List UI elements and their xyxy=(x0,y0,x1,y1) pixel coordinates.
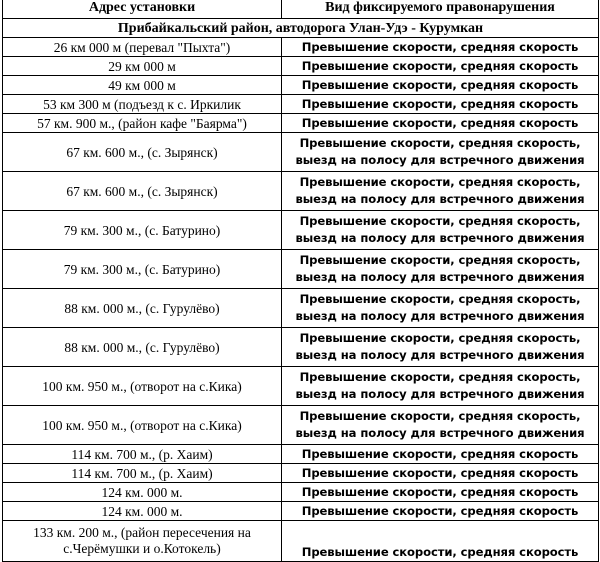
table-row xyxy=(3,502,599,521)
section-title: Прибайкальский район, автодорога Улан-Удэ - Курумкан xyxy=(3,19,599,38)
row-violation: Превышение скорости, средняя скорость xyxy=(282,95,599,114)
camera-locations-table xyxy=(2,0,599,562)
row-address: 29 км 000 м xyxy=(3,57,282,76)
row-violation-line1: Превышение скорости, средняя скорость, xyxy=(299,253,581,267)
row-violation-line2: выезд на полосу для встречного движения xyxy=(295,153,585,167)
table-row xyxy=(3,133,599,172)
table-row xyxy=(3,76,599,95)
row-violation: Превышение скорости, средняя скорость xyxy=(282,445,599,464)
table-row xyxy=(3,57,599,76)
row-address: 67 км. 600 м., (с. Зырянск) xyxy=(3,172,282,211)
row-violation xyxy=(282,172,599,211)
row-address: 100 км. 950 м., (отворот на с.Кика) xyxy=(3,367,282,406)
row-address: 67 км. 600 м., (с. Зырянск) xyxy=(3,133,282,172)
row-address: 49 км 000 м xyxy=(3,76,282,95)
table-row xyxy=(3,250,599,289)
row-violation-line1: Превышение скорости, средняя скорость, xyxy=(299,292,581,306)
table-row xyxy=(3,445,599,464)
header-address: Адрес установки xyxy=(3,0,282,19)
row-violation: Превышение скорости, средняя скорость xyxy=(282,76,599,95)
row-violation: Превышение скорости, средняя скорость xyxy=(282,502,599,521)
row-violation: Превышение скорости, средняя скорость xyxy=(282,483,599,502)
table-row xyxy=(3,367,599,406)
row-address: 114 км. 700 м., (р. Хаим) xyxy=(3,445,282,464)
row-violation: Превышение скорости, средняя скорость xyxy=(282,521,599,562)
row-violation: Превышение скорости, средняя скорость xyxy=(282,57,599,76)
table-row xyxy=(3,289,599,328)
row-violation-line1: Превышение скорости, средняя скорость, xyxy=(299,370,581,384)
row-address: 100 км. 950 м., (отворот на с.Кика) xyxy=(3,406,282,445)
row-violation xyxy=(282,367,599,406)
row-address: 88 км. 000 м., (с. Гурулёво) xyxy=(3,289,282,328)
row-address xyxy=(3,521,282,562)
row-address: 124 км. 000 м. xyxy=(3,483,282,502)
row-violation xyxy=(282,289,599,328)
row-violation-line2: выезд на полосу для встречного движения xyxy=(295,426,585,440)
row-address: 79 км. 300 м., (с. Батурино) xyxy=(3,211,282,250)
table-row xyxy=(3,328,599,367)
table-row xyxy=(3,406,599,445)
row-violation-line1: Превышение скорости, средняя скорость, xyxy=(299,136,581,150)
row-address: 26 км 000 м (перевал "Пыхта") xyxy=(3,38,282,57)
section-row xyxy=(3,19,599,38)
row-violation: Превышение скорости, средняя скорость xyxy=(282,114,599,133)
row-violation-line2: выезд на полосу для встречного движения xyxy=(295,348,585,362)
table-row xyxy=(3,521,599,562)
row-address: 114 км. 700 м., (р. Хаим) xyxy=(3,464,282,483)
row-violation-line1: Превышение скорости, средняя скорость, xyxy=(299,214,581,228)
table-row xyxy=(3,464,599,483)
row-violation-line1: Превышение скорости, средняя скорость, xyxy=(299,175,581,189)
table-row xyxy=(3,95,599,114)
row-violation-line2: выезд на полосу для встречного движения xyxy=(295,231,585,245)
row-violation-line1: Превышение скорости, средняя скорость, xyxy=(299,409,581,423)
table-header-row xyxy=(3,0,599,19)
row-address: 88 км. 000 м., (с. Гурулёво) xyxy=(3,328,282,367)
row-address: 57 км. 900 м., (район кафе "Баярма") xyxy=(3,114,282,133)
row-violation xyxy=(282,133,599,172)
row-violation: Превышение скорости, средняя скорость xyxy=(282,38,599,57)
row-violation-line1: Превышение скорости, средняя скорость, xyxy=(299,331,581,345)
row-violation-line2: выезд на полосу для встречного движения xyxy=(295,192,585,206)
row-violation-line2: выезд на полосу для встречного движения xyxy=(295,309,585,323)
row-violation xyxy=(282,211,599,250)
row-address: 53 км 300 м (подъезд к с. Иркилик xyxy=(3,95,282,114)
table-row xyxy=(3,211,599,250)
table-row xyxy=(3,483,599,502)
row-violation-line2: выезд на полосу для встречного движения xyxy=(295,270,585,284)
row-address-line2: с.Черёмушки и о.Котокель) xyxy=(63,541,221,556)
table-row xyxy=(3,38,599,57)
row-violation xyxy=(282,250,599,289)
row-violation-line2: выезд на полосу для встречного движения xyxy=(295,387,585,401)
table-row xyxy=(3,172,599,211)
row-address: 79 км. 300 м., (с. Батурино) xyxy=(3,250,282,289)
row-address-line1: 133 км. 200 м., (район пересечения на xyxy=(33,525,251,540)
row-violation: Превышение скорости, средняя скорость xyxy=(282,464,599,483)
row-violation xyxy=(282,406,599,445)
row-violation xyxy=(282,328,599,367)
table-row xyxy=(3,114,599,133)
row-address: 124 км. 000 м. xyxy=(3,502,282,521)
header-violation: Вид фиксируемого правонарушения xyxy=(282,0,599,19)
